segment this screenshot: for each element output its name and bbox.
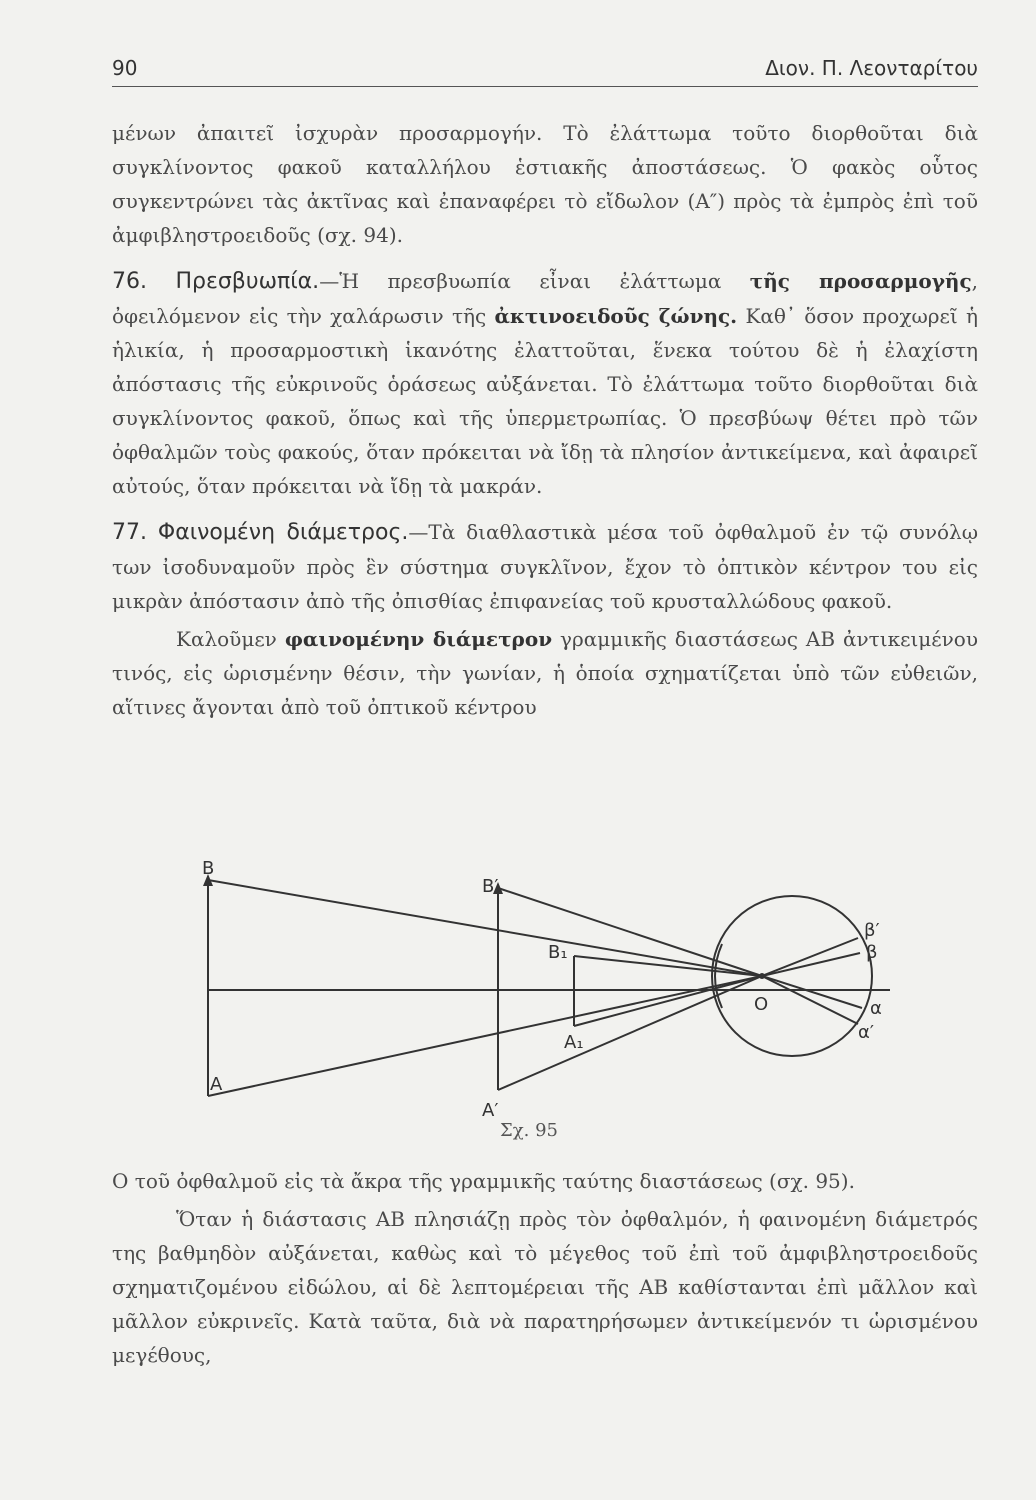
label-o: Ο	[754, 994, 769, 1015]
ray-a-prime	[498, 976, 762, 1090]
label-b: Β	[202, 858, 215, 879]
main-text-continued	[112, 1164, 978, 1372]
page-number: 90	[112, 56, 138, 80]
section-text: Καθ᾽ ὅσον προχωρεῖ ἡ ἡλικία, ἡ προσαρμοστικὴ ἱκανότης ἐλαττοῦται, ἕνεκα τούτου δὲ ἡ ἐλαχίστη ἀπόστασις τῆς εὐκρινοῦς ὁράσεως αὐξάνεται. Τὸ ἐλάττωμα τοῦτο διορθοῦται διὰ συγκλίνοντος φακοῦ, ὅπως καὶ τῆς ὑπερμετρωπίας. Ὁ πρεσβύωψ θέτει πρὸ τῶν ὀφθαλμῶν τοὺς φακούς, ὅταν πρόκειται νὰ ἴδῃ τὰ πλησίον ἀντικείμενα, καὶ ἀφαιρεῖ αὐτούς, ὅταν πρόκειται νὰ ἴδῃ τὰ μακράν.	[112, 304, 978, 498]
bold-term: φαινομένην διάμετρον	[284, 627, 553, 651]
figure-95	[190, 858, 990, 1138]
running-head: Διον. Π. Λεονταρίτου	[765, 56, 978, 80]
label-b-prime-small: β′	[864, 920, 880, 941]
section-title: Πρεσβυωπία.	[175, 269, 320, 294]
label-b-prime: Β′	[482, 876, 499, 897]
definition-text: γραμμικῆς διαστάσεως ΑΒ ἀντικειμένου τινός, εἰς ὡρισμένην θέσιν, τὴν γωνίαν, ἡ ὁποία σχηματίζεται ὑπὸ τῶν εὐθειῶν, αἵτινες ἄγονται ἀπὸ τοῦ ὀπτικοῦ κέντρου	[112, 627, 979, 719]
paragraph-after-figure: Ο τοῦ ὀφθαλμοῦ εἰς τὰ ἄκρα τῆς γραμμικῆς ταύτης διαστάσεως (σχ. 95).	[112, 1169, 855, 1193]
label-b-small: β	[866, 942, 878, 963]
bold-term: τῆς προσαρμογῆς	[749, 269, 972, 293]
main-text	[112, 116, 978, 724]
ray-a-prime-image	[762, 976, 858, 1024]
section-number: 77.	[112, 520, 147, 545]
label-a-prime: Α′	[482, 1100, 499, 1121]
page-header	[112, 52, 978, 87]
ray-a-image	[762, 976, 862, 1008]
definition-text: Καλοῦμεν	[176, 627, 285, 651]
section-title: Φαινομένη διάμετρος.	[157, 520, 409, 545]
label-b1: Β₁	[548, 942, 568, 963]
definition-paragraph	[112, 622, 978, 724]
optical-center-point	[759, 973, 765, 979]
label-a: Α	[210, 1074, 223, 1095]
ray-a	[208, 976, 762, 1096]
label-a1: Α₁	[564, 1032, 584, 1053]
section-76	[112, 264, 978, 503]
section-77	[112, 515, 978, 618]
section-text: —Τὰ διαθλαστικὰ μέσα τοῦ ὀφθαλμοῦ ἐν τῷ συνόλῳ των ἰσοδυναμοῦν πρὸς ἓν σύστημα συγκλῖνον, ἔχον τὸ ὀπτικὸν κέντρον του εἰς μικρὰν ἀπόστασιν ἀπὸ τῆς ὀπισθίας ἐπιφανείας τοῦ κρυσταλλώδους φακοῦ.	[112, 520, 979, 613]
paragraph-last: Ὅταν ἡ διάστασις ΑΒ πλησιάζῃ πρὸς τὸν ὀφθαλμόν, ἡ φαινομένη διάμετρός της βαθμηδὸν αὐξάνεται, καθὼς καὶ τὸ μέγεθος τοῦ ἐπὶ τοῦ ἀμφιβληστροειδοῦς σχηματιζομένου εἰδώλου, αἱ δὲ λεπτομέρειαι τῆς ΑΒ καθίστανται ἐπὶ μᾶλλον καὶ μᾶλλον εὐκρινεῖς. Κατὰ ταῦτα, διὰ νὰ παρατηρήσωμεν ἀντικείμενόν τι ὡρισμένου μεγέθους,	[112, 1207, 978, 1367]
label-a-prime-small: α′	[858, 1022, 874, 1043]
label-a-small: α	[870, 998, 882, 1019]
paragraph-continuation: μένων ἀπαιτεῖ ἰσχυρὰν προσαρμογήν. Τὸ ἐλάττωμα τοῦτο διορθοῦται διὰ συγκλίνοντος φακοῦ καταλλήλου ἑστιακῆς ἀποστάσεως. Ὁ φακὸς οὗτος συγκεντρώνει τὰς ἀκτῖνας καὶ ἐπαναφέρει τὸ εἴδωλον (Α″) πρὸς τὰ ἐμπρὸς ἐπὶ τοῦ ἀμφιβληστροειδοῦς (σχ. 94).	[112, 121, 978, 247]
figure-caption: Σχ. 95	[500, 1120, 558, 1141]
visual-angle-diagram	[190, 858, 990, 1138]
section-number: 76.	[112, 269, 147, 294]
section-text: , ὀφειλόμενον εἰς τὴν χαλάρωσιν τῆς	[112, 269, 978, 328]
eye-outline	[712, 896, 872, 1056]
section-text: —Ἡ πρεσβυωπία εἶναι ἐλάττωμα	[319, 269, 750, 293]
ray-a1	[574, 976, 762, 1026]
bold-term: ἀκτινοειδοῦς ζώνης.	[494, 304, 738, 328]
